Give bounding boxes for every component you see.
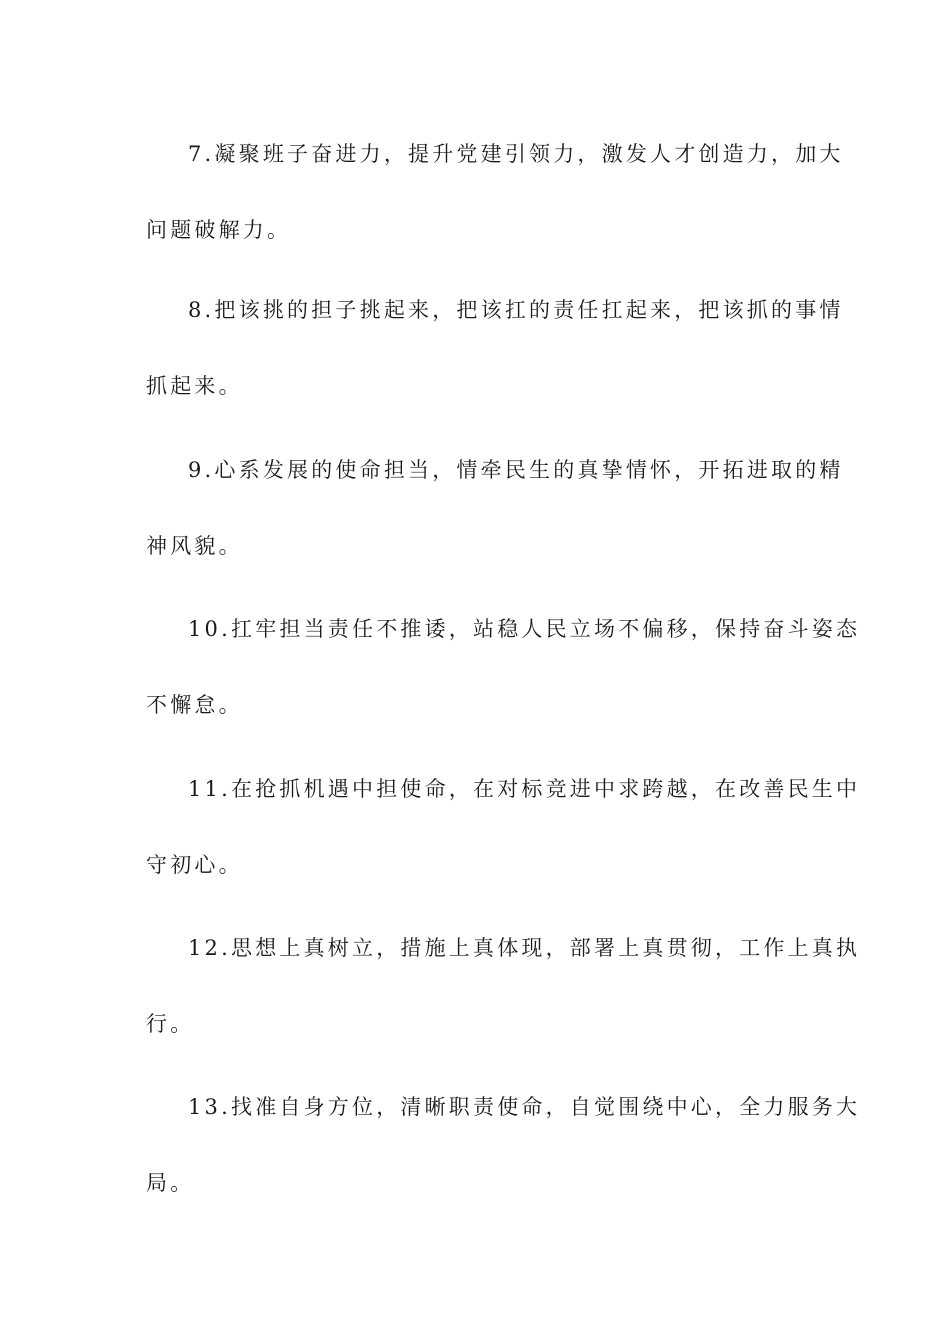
list-item-13 (146, 1095, 861, 1247)
item-13-line-2: 局。 (146, 1171, 195, 1195)
item-9-line-1: 9.心系发展的使命担当，情牵民生的真挚情怀，开拓进取的精 (188, 458, 844, 482)
list-item-10 (146, 617, 861, 769)
item-10-line-1: 10.扛牢担当责任不推诿，站稳人民立场不偏移，保持奋斗姿态 (188, 617, 861, 641)
list-item-7 (146, 142, 844, 294)
item-7-line-1: 7.凝聚班子奋进力，提升党建引领力，激发人才创造力，加大 (188, 142, 844, 166)
item-9-line-2: 神风貌。 (146, 534, 243, 558)
item-8-line-2: 抓起来。 (146, 374, 243, 398)
item-11-line-1: 11.在抢抓机遇中担使命，在对标竞进中求跨越，在改善民生中 (188, 777, 861, 801)
item-12-line-2: 行。 (146, 1012, 195, 1036)
list-item-8 (146, 298, 844, 450)
list-item-12 (146, 936, 861, 1088)
item-12-line-1: 12.思想上真树立，措施上真体现，部署上真贯彻，工作上真执 (188, 936, 861, 960)
item-8-line-1: 8.把该挑的担子挑起来，把该扛的责任扛起来，把该抓的事情 (188, 298, 844, 322)
list-item-11 (146, 777, 861, 929)
list-item-9 (146, 458, 844, 610)
item-7-line-2: 问题破解力。 (146, 218, 292, 242)
item-11-line-2: 守初心。 (146, 853, 243, 877)
item-10-line-2: 不懈怠。 (146, 693, 243, 717)
item-13-line-1: 13.找准自身方位，清晰职责使命，自觉围绕中心，全力服务大 (188, 1095, 861, 1119)
